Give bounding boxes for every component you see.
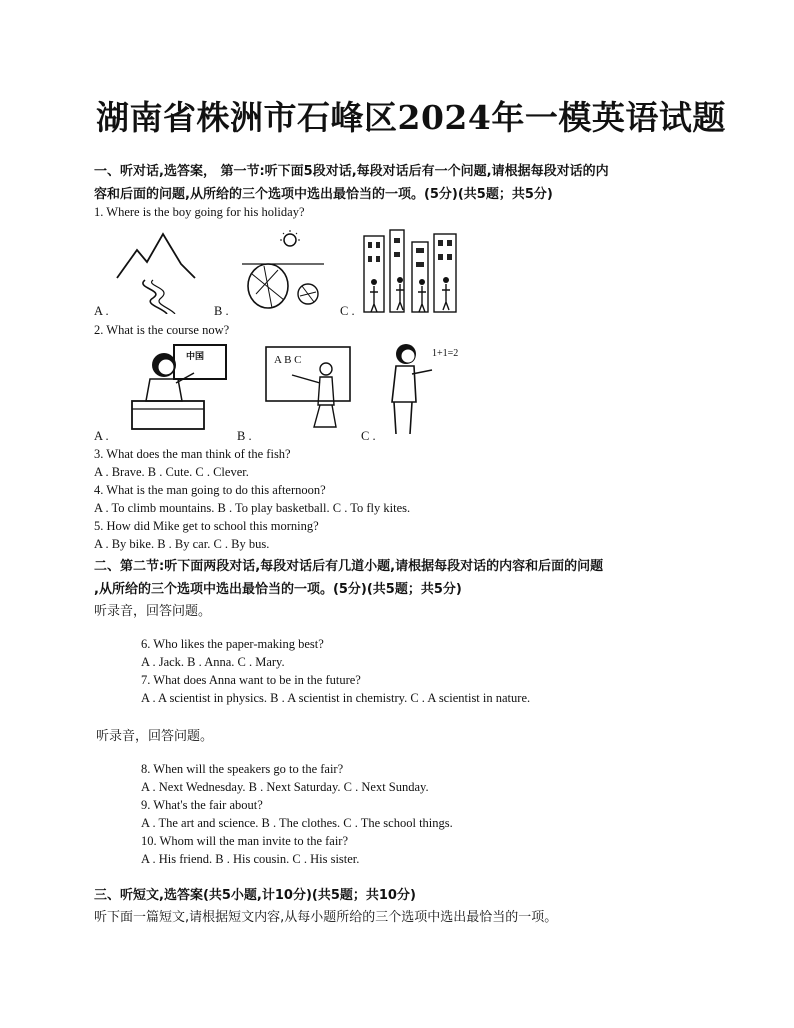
- question-4-options: A . To climb mountains. B . To play basketball. C . To fly kites.: [94, 501, 411, 515]
- question-7-options: A . A scientist in physics. B . A scientist in chemistry. C . A scientist in nature.: [141, 691, 531, 705]
- listen-instruction-1: 听录音，回答问题。: [94, 604, 212, 619]
- board-chinese-text: 中国: [186, 352, 205, 362]
- question-6: 6. Who likes the paper-making best?: [141, 637, 324, 651]
- page-title: 湖南省株洲市石峰区2024年一模英语试题: [96, 98, 726, 137]
- question-5: 5. How did Mike get to school this morning?: [94, 519, 319, 533]
- question-3: 3. What does the man think of the fish?: [94, 447, 291, 461]
- question-8-options: A . Next Wednesday. B . Next Saturday. C . Next Sunday.: [141, 780, 429, 794]
- question-9: 9. What's the fair about?: [141, 798, 263, 812]
- section3-instruction: 听下面一篇短文,请根据短文内容,从每小题所给的三个选项中选出最恰当的一项。: [94, 910, 558, 925]
- math-class-picture: [382, 340, 474, 438]
- q1-option-a-label: A .: [94, 304, 109, 318]
- question-2: 2. What is the course now?: [94, 323, 230, 337]
- math-text: 1+1=2: [432, 348, 459, 359]
- listen-instruction-2: 听录音，回答问题。: [96, 729, 214, 744]
- q2-option-b-label: B .: [237, 429, 252, 443]
- question-4: 4. What is the man going to do this afternoon?: [94, 483, 326, 497]
- english-class-picture: [262, 343, 352, 431]
- section2-heading-line1: 二、第二节:听下面两段对话,每段对话后有几道小题,请根据每段对话的内容和后面的问题: [94, 559, 604, 574]
- mountains-picture: [115, 228, 197, 314]
- q1-option-c-label: C .: [340, 304, 355, 318]
- question-7: 7. What does Anna want to be in the future?: [141, 673, 361, 687]
- section1-heading-line1: 一、听对话,选答案， 第一节:听下面5段对话,每段对话后有一个问题,请根据每段对话的内: [94, 164, 609, 179]
- city-street-picture: [360, 228, 460, 314]
- board-abc-text: A B C: [274, 354, 302, 366]
- question-9-options: A . The art and science. B . The clothes. C . The school things.: [141, 816, 453, 830]
- question-3-options: A . Brave. B . Cute. C . Clever.: [94, 465, 249, 479]
- q1-option-b-label: B .: [214, 304, 229, 318]
- section3-heading: 三、听短文,选答案(共5小题,计10分)(共5题；共10分): [94, 888, 416, 903]
- beach-picture: [238, 230, 328, 314]
- question-1: 1. Where is the boy going for his holiday?: [94, 205, 305, 219]
- chinese-class-picture: [120, 343, 228, 433]
- q2-option-c-label: C .: [361, 429, 376, 443]
- section2-heading-line2: ,从所给的三个选项中选出最恰当的一项。(5分)(共5题；共5分): [94, 582, 462, 597]
- question-6-options: A . Jack. B . Anna. C . Mary.: [141, 655, 285, 669]
- q2-option-a-label: A .: [94, 429, 109, 443]
- question-8: 8. When will the speakers go to the fair?: [141, 762, 344, 776]
- question-10: 10. Whom will the man invite to the fair?: [141, 834, 349, 848]
- question-5-options: A . By bike. B . By car. C . By bus.: [94, 537, 270, 551]
- section1-heading-line2: 容和后面的问题,从所给的三个选项中选出最恰当的一项。(5分)(共5题；共5分): [94, 187, 553, 202]
- question-10-options: A . His friend. B . His cousin. C . His sister.: [141, 852, 360, 866]
